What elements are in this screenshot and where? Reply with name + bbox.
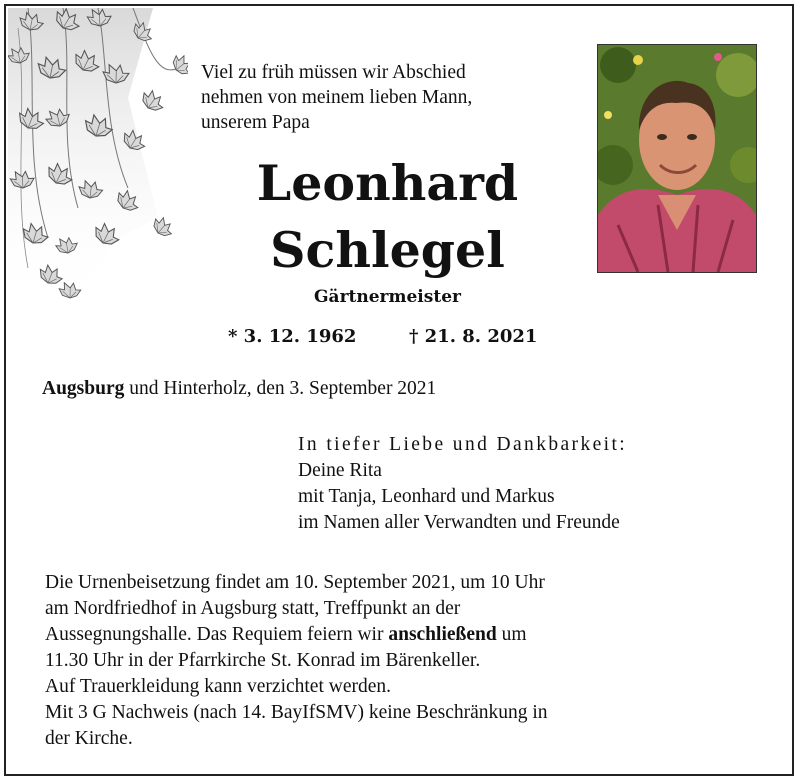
notice-line: Auf Trauerkleidung kann verzichtet werden. xyxy=(45,676,392,697)
family-line: Deine Rita xyxy=(298,460,382,481)
notice-line: der Kirche. xyxy=(45,728,133,749)
intro-line: Viel zu früh müssen wir Abschied xyxy=(201,62,466,83)
birth-date: * 3. 12. 1962 xyxy=(228,326,357,347)
family-line: In tiefer Liebe und Dankbarkeit: xyxy=(298,434,628,455)
death-date: † 21. 8. 2021 xyxy=(409,326,538,347)
notice-line: am Nordfriedhof in Augsburg statt, Treffpunkt an der xyxy=(45,598,461,619)
place-and-date xyxy=(42,378,436,400)
family-line: mit Tanja, Leonhard und Markus xyxy=(298,486,555,507)
portrait-photo xyxy=(597,44,757,273)
notice-line-part: um xyxy=(496,624,527,645)
notice-line: Die Urnenbeisetzung findet am 10. September 2021, um 10 Uhr xyxy=(45,572,545,593)
intro-line: unserem Papa xyxy=(201,112,310,133)
profession: Gärtnermeister xyxy=(314,287,461,307)
intro-text xyxy=(201,60,472,135)
intro-line: nehmen von meinem lieben Mann, xyxy=(201,87,473,108)
family-line: im Namen aller Verwandten und Freunde xyxy=(298,512,620,533)
first-name: Leonhard xyxy=(256,154,519,212)
vine-leaves-icon xyxy=(8,8,188,308)
notice-line xyxy=(45,622,548,648)
notice-line: 11.30 Uhr in der Pfarrkirche St. Konrad im Bärenkeller. xyxy=(45,650,481,671)
notice-bold-word: anschließend xyxy=(388,624,497,645)
notice-line-part: Aussegnungshalle. Das Requiem feiern wir xyxy=(45,624,389,645)
place-date-rest: und Hinterholz, den 3. September 2021 xyxy=(129,378,437,399)
funeral-notice xyxy=(45,570,548,752)
family-signature xyxy=(298,432,627,536)
city: Augsburg xyxy=(42,378,125,399)
last-name: Schlegel xyxy=(270,221,505,279)
notice-line: Mit 3 G Nachweis (nach 14. BayIfSMV) keine Beschränkung in xyxy=(45,702,548,723)
